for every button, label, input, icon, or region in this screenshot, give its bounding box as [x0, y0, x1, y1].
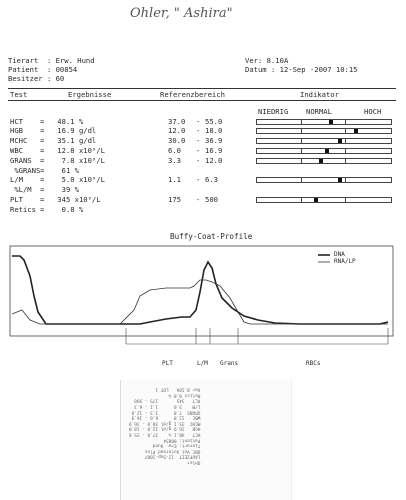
indicator-bar: [256, 128, 392, 134]
indicator-marker: [354, 129, 358, 133]
receipt-line: Retics 0.8 %: [168, 392, 201, 398]
result-value: = 48.1 %: [40, 117, 84, 126]
receipt-line: QBC Vet Autoread Plus: [144, 448, 201, 454]
indicator-segment: [301, 139, 302, 143]
result-value: = 12.8 x10⁹/L: [40, 146, 105, 155]
indicator-marker: [338, 139, 342, 143]
receipt-line: GRANS 7.8 3.3 - 12.0: [131, 408, 201, 414]
result-ref-dash: -: [196, 195, 201, 204]
column-indicator: Indikator: [300, 90, 339, 99]
column-reference: Referenzbereich: [160, 90, 225, 99]
indicator-marker: [338, 178, 342, 182]
indicator-marker: [329, 120, 333, 124]
result-ref-low: 1.1: [168, 175, 181, 184]
patient-label: Patient : 00854: [8, 65, 78, 74]
species-label: Tierart : Erw. Hund: [8, 56, 95, 65]
indicator-marker: [314, 198, 318, 202]
indicator-segment: [345, 120, 346, 124]
indicator-segment: [301, 149, 302, 153]
result-ref-low: 3.3: [168, 156, 181, 165]
indicator-segment: [345, 129, 346, 133]
indicator-bar: [256, 197, 392, 203]
receipt-line: Ohler: [187, 459, 201, 465]
result-test-name: GRANS: [10, 156, 32, 165]
result-ref-high: 55.0: [205, 117, 223, 126]
rna-curve: [12, 280, 388, 324]
result-value: = 5.0 x10⁹/L: [40, 175, 105, 184]
result-test-name: L/M: [10, 175, 23, 184]
result-ref-low: 30.0: [168, 136, 186, 145]
receipt-line: LAUFZEIT 12-Sep-2007: [144, 453, 201, 459]
indicator-segment: [301, 178, 302, 182]
indicator-segment: [345, 149, 346, 153]
result-ref-dash: -: [196, 136, 201, 145]
result-ref-dash: -: [196, 146, 201, 155]
profile-title: Buffy-Coat-Profile: [170, 232, 253, 241]
receipt-slip: [120, 380, 292, 500]
owner-label: Besitzer : 60: [8, 74, 65, 83]
indicator-segment: [301, 129, 302, 133]
dna-curve: [12, 256, 388, 324]
result-test-name: PLT: [10, 195, 23, 204]
indicator-segment: [345, 139, 346, 143]
column-results: Ergebnisse: [68, 90, 112, 99]
result-value: = 16.9 g/dl: [40, 126, 97, 135]
result-ref-dash: -: [196, 126, 201, 135]
indicator-high-label: HOCH: [364, 107, 382, 116]
result-ref-high: 36.9: [205, 136, 223, 145]
legend-rna-label: RNA/LP: [334, 258, 356, 265]
receipt-line: Patient: 00854: [163, 436, 201, 442]
receipt-line: Tierart: Erw. Hund: [152, 442, 201, 448]
indicator-segment: [301, 120, 302, 124]
indicator-segment: [301, 159, 302, 163]
result-value: = 61 %: [40, 166, 79, 175]
indicator-bar: [256, 119, 392, 125]
receipt-line: PLT 345 175 - 500: [134, 397, 201, 403]
result-test-name: MCHC: [10, 136, 28, 145]
receipt-line: Ver 8.10A LOT 1: [155, 386, 201, 392]
zone-label-lm: L/M: [197, 360, 208, 367]
column-test: Test: [10, 90, 28, 99]
result-test-name: HCT: [10, 117, 23, 126]
receipt-line: MCHC 35.1 g/dl 30.0 - 36.9: [129, 420, 201, 426]
indicator-low-label: NIEDRIG: [258, 107, 289, 116]
result-ref-low: 12.0: [168, 126, 186, 135]
result-test-name: %L/M: [10, 185, 32, 194]
indicator-segment: [301, 198, 302, 202]
indicator-bar: [256, 148, 392, 154]
indicator-bar: [256, 138, 392, 144]
result-value: = 7.8 x10⁹/L: [40, 156, 105, 165]
indicator-marker: [319, 159, 323, 163]
indicator-normal-label: NORMAL: [306, 107, 332, 116]
result-test-name: HGB: [10, 126, 23, 135]
result-value: = 345 x10⁹/L: [40, 195, 101, 204]
result-ref-high: 500: [205, 195, 218, 204]
result-value: = 0.8 %: [40, 205, 84, 214]
zone-label-rbcs: RBCs: [306, 360, 321, 367]
handwritten-note: Ohler, " Ashira": [130, 6, 233, 21]
result-ref-high: 16.9: [205, 146, 223, 155]
result-ref-low: 175: [168, 195, 181, 204]
result-ref-dash: -: [196, 156, 201, 165]
legend-dna-label: DNA: [334, 251, 345, 258]
result-test-name: %GRANS: [10, 166, 41, 175]
header-rule-bottom: [8, 100, 396, 101]
result-ref-high: 12.0: [205, 156, 223, 165]
indicator-bar: [256, 177, 392, 183]
result-test-name: Retics: [10, 205, 36, 214]
indicator-marker: [325, 149, 329, 153]
receipt-text: [129, 386, 200, 464]
result-value: = 35.1 g/dl: [40, 136, 97, 145]
receipt-line: HCT 48.1 % 37.0 - 55.0: [129, 431, 201, 437]
result-ref-dash: -: [196, 117, 201, 126]
result-value: = 39 %: [40, 185, 79, 194]
zone-label-plt: PLT: [162, 360, 173, 367]
indicator-segment: [345, 178, 346, 182]
zone-label-grans: Grans: [220, 360, 239, 367]
result-ref-low: 37.0: [168, 117, 186, 126]
result-ref-high: 18.0: [205, 126, 223, 135]
result-ref-high: 6.3: [205, 175, 218, 184]
result-ref-low: 6.0: [168, 146, 181, 155]
receipt-line: L/M 5.0 1.1 - 6.3: [134, 403, 201, 409]
result-test-name: WBC: [10, 146, 23, 155]
version-label: Ver: 8.10A: [245, 56, 289, 65]
indicator-bar: [256, 158, 392, 164]
indicator-segment: [345, 198, 346, 202]
receipt-line: WBC 12.8 6.0 - 16.9: [131, 414, 201, 420]
result-ref-dash: -: [196, 175, 201, 184]
header-rule-top: [8, 88, 396, 89]
indicator-segment: [345, 159, 346, 163]
receipt-line: HGB 16.9 g/dl 12.0 - 18.0: [129, 425, 201, 431]
date-label: Datum : 12-Sep -2007 10:15: [245, 65, 358, 74]
